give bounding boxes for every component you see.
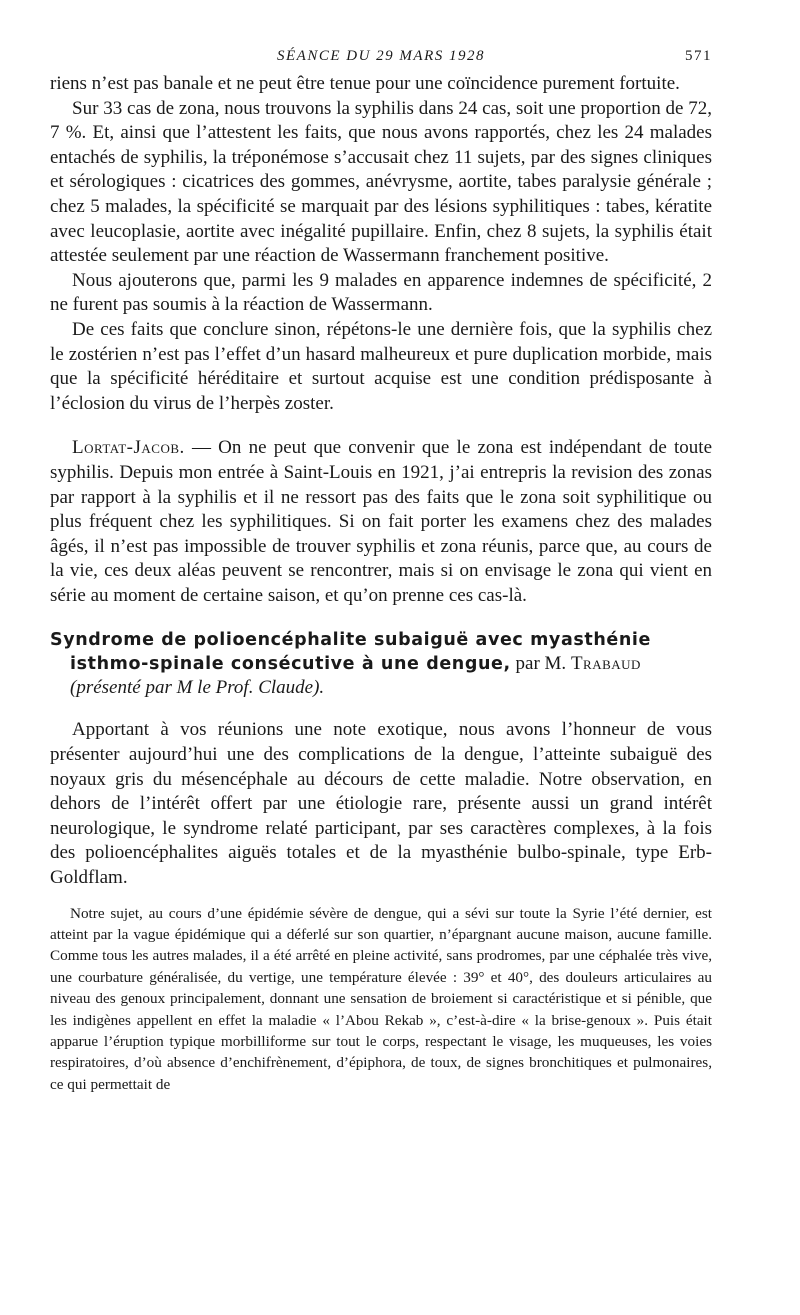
- paragraph-case-report: Notre sujet, au cours d’une épidémie sévère de dengue, qui a sévi sur toute la Syrie l’été dernier, est atteint par la vague épidémique qui a déferlé sur son quartier, n’épargnant aucune maison, aucune famille. Comme tous les autres malades, il a été arrêté en pleine activité, sans prodromes, par une céphalée très vive, une courbature généralisée, du vertige, une température élevée : 39° et 40°, des douleurs articulaires au niveau des genoux principalement, donnant une sensation de broiement si caractéristique et si pénible, que les indigènes appellent en effet la maladie « l’Abou Rekab », c’est-à-dire « la brise-genoux ». Puis était apparue l’éruption typique morbilliforme sur tout le corps, respectant le visage, les muqueuses, les voies respiratoires, d’où absence d’enchifrènement, d’épiphora, de toux, de signes bronchitiques et pulmonaires, ce qui permettait de: [50, 904, 712, 1093]
- running-head-title: SÉANCE DU 29 MARS 1928: [277, 48, 485, 64]
- paragraph-indemnes: Nous ajouterons que, parmi les 9 malades en apparence indemnes de spécificité, 2 ne furent pas soumis à la réaction de Wassermann.: [50, 269, 712, 316]
- paragraph-introduction: Apportant à vos réunions une note exotique, nous avons l’honneur de vous présenter aujourd’hui une des complications de la dengue, l’atteinte subaiguë des noyaux gris du mésencéphale au décours de cette maladie. Notre observation, en dehors de l’intérêt offert par une étiologie rare, présente aussi un grand intérêt neurologique, le syndrome relaté participant, par ses caractères complexes, à la fois des polioencéphalites aiguës totales et de la myasthénie bulbo-spinale, type Erb-Goldflam.: [50, 719, 712, 889]
- article-title-line2: [50, 652, 712, 676]
- speaker-remark: — On ne peut que convenir que le zona est indépendant de toute syphilis. Depuis mon entrée à Saint-Louis en 1921, j’ai entrepris la revision des zonas par rapport à la syphilis et il ne ressort pas des faits que le zona soit syphilitique ou plus fréquent chez les syphilitiques. Si on fait porter les examens chez des malades âgés, il n’est pas impossible de trouver syphilis et zona réunis, parce que, au cours de la vie, ces deux aléas peuvent se rencontrer, mais si on envisage le zona qui vient en série au moment de certaine saison, et qu’on prenne ces cas-là.: [50, 437, 713, 606]
- paragraph-continued: riens n’est pas banale et ne peut être tenue pour une coïncidence purement fortuite.: [50, 73, 680, 94]
- paragraph-conclusion: De ces faits que conclure sinon, répétons-le une dernière fois, que la syphilis chez le zostérien n’est pas l’effet d’un hasard malheureux et pure duplication morbide, mais que la spécificité héréditaire et surtout acquise est une condition prédisposante à l’éclosion du virus de l’herpès zoster.: [50, 318, 712, 414]
- title-by: par M.: [515, 653, 567, 675]
- speaker-name: Lortat-Jacob.: [72, 437, 185, 459]
- paragraph-zona-statistics: Sur 33 cas de zona, nous trouvons la syphilis dans 24 cas, soit une proportion de 72, 7 %. Et, ainsi que l’attestent les faits, que nous avons rapportés, chez les 24 malades entachés de syphilis, la tréponémose s’accusait chez 11 sujets, par des signes cliniques et sérologiques : cicatrices des gommes, anévrysme, aortite, tabes paralysie générale ; chez 5 malades, la spécificité se marquait par des lésions syphilitiques : tabes, kératite avec leucoplasie, aortite avec inégalité pupillaire. Enfin, chez 8 sujets, la syphilis était attestée seulement par une réaction de Wassermann franchement positive.: [50, 97, 712, 267]
- page-number: 571: [685, 48, 712, 64]
- article-title: [50, 628, 712, 700]
- title-line2-text: isthmo-spinale consécutive à une dengue,: [70, 654, 511, 675]
- article-author: Trabaud: [570, 653, 641, 675]
- running-head: [50, 48, 712, 70]
- paragraph-lortat-jacob: [50, 436, 712, 608]
- page: [50, 48, 712, 1095]
- article-title-line1: [50, 628, 712, 652]
- title-line1-text: Syndrome de polioencéphalite subaiguë avec myasthénie: [50, 630, 651, 651]
- article-presented-by: (présenté par M le Prof. Claude).: [70, 677, 325, 699]
